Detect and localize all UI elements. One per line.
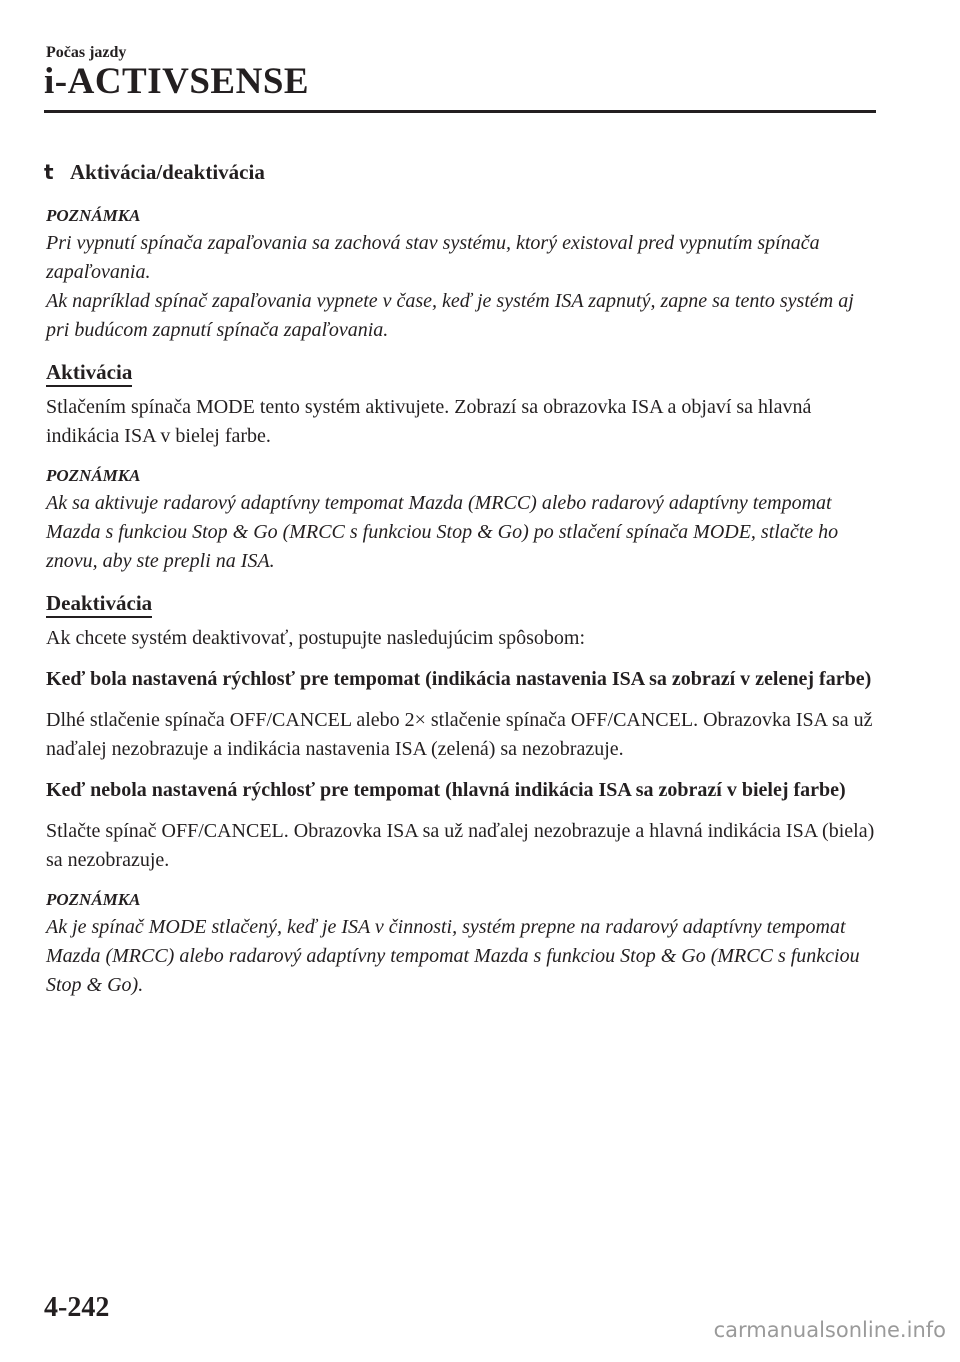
chapter-label: Počas jazdy bbox=[46, 44, 127, 61]
page-number: 4-242 bbox=[44, 1292, 110, 1323]
case2-title: Keď nebola nastavená rýchlosť pre tempomat (hlavná indikácia ISA sa zobrazí v bielej farbe) bbox=[46, 779, 846, 801]
subsection-heading bbox=[44, 158, 876, 187]
case1-title: Keď bola nastavená rýchlosť pre tempomat (indikácia nastavenia ISA sa zobrazí v zelenej farbe) bbox=[46, 668, 872, 690]
section-bullet-icon: t bbox=[44, 160, 54, 184]
deactivation-intro: Ak chcete systém deaktivovať, postupujte nasledujúcim spôsobom: bbox=[46, 627, 586, 649]
main-content bbox=[46, 158, 876, 1014]
header-divider bbox=[44, 110, 876, 113]
subsection-title: Aktivácia/deaktivácia bbox=[70, 160, 265, 184]
activation-heading: Aktivácia bbox=[46, 359, 132, 387]
note-text: Ak sa aktivuje radarový adaptívny tempomat Mazda (MRCC) alebo radarový adaptívny tempomat Mazda s funkciou Stop & Go (MRCC s funkciou Stop & Go) po stlačení spínača MODE, stlačte ho znovu, aby ste prepli na ISA. bbox=[46, 492, 839, 572]
note-label: POZNÁMKA bbox=[46, 890, 141, 909]
page-title: i-ACTIVSENSE bbox=[44, 61, 310, 102]
activation-text: Stlačením spínača MODE tento systém aktivujete. Zobrazí sa obrazovka ISA a objaví sa hlavná indikácia ISA v bielej farbe. bbox=[46, 396, 812, 447]
note-text: Pri vypnutí spínača zapaľovania sa zachová stav systému, ktorý existoval pred vypnutím spínača zapaľovania. Ak napríklad spínač zapaľovania vypnete v čase, keď je systém ISA zapnutý, zapne sa tento systém aj pri budúcom zapnutí spínača zapaľovania. bbox=[46, 232, 854, 341]
note-label: POZNÁMKA bbox=[46, 466, 141, 485]
note-text: Ak je spínač MODE stlačený, keď je ISA v činnosti, systém prepne na radarový adaptívny tempomat Mazda (MRCC) alebo radarový adaptívny tempomat Mazda s funkciou Stop & Go (MRCC s funkciou Stop & Go). bbox=[46, 916, 860, 996]
case2-text: Stlačte spínač OFF/CANCEL. Obrazovka ISA sa už naďalej nezobrazuje a hlavná indikácia ISA (biela) sa nezobrazuje. bbox=[46, 820, 875, 871]
note-label: POZNÁMKA bbox=[46, 206, 141, 225]
deactivation-heading: Deaktivácia bbox=[46, 590, 152, 618]
case1-text: Dlhé stlačenie spínača OFF/CANCEL alebo 2× stlačenie spínača OFF/CANCEL. Obrazovka ISA sa už naďalej nezobrazuje a indikácia nastavenia ISA (zelená) sa nezobrazuje. bbox=[46, 709, 873, 760]
watermark: carmanualsonline.info bbox=[713, 1318, 946, 1342]
